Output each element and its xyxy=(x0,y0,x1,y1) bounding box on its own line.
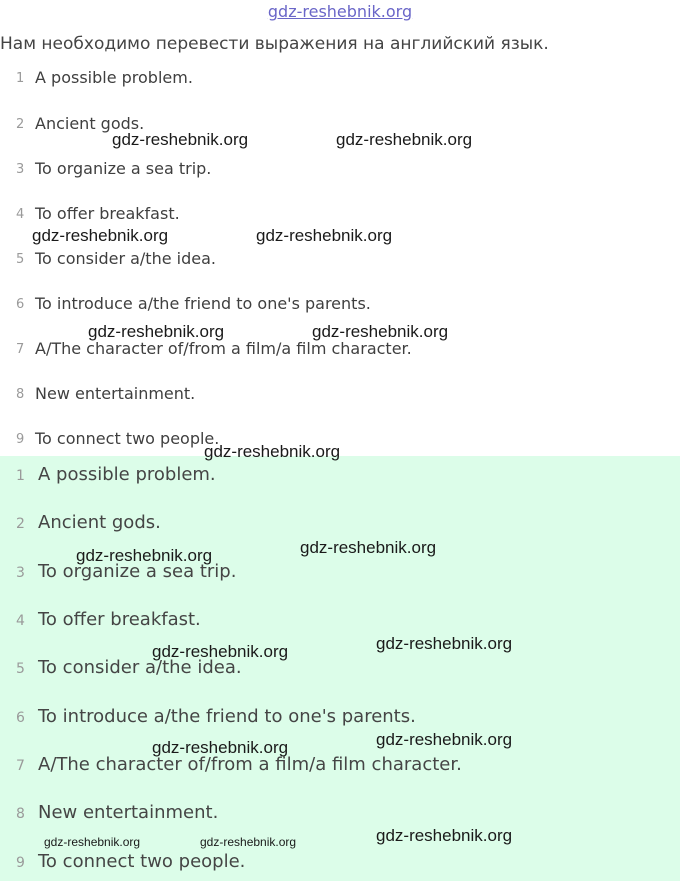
item-number: 7 xyxy=(16,342,25,357)
watermark: gdz-reshebnik.org xyxy=(204,442,341,461)
watermark: gdz-reshebnik.org xyxy=(112,130,249,149)
item-number: 9 xyxy=(16,855,25,871)
watermark: gdz-reshebnik.org xyxy=(88,322,225,341)
item-text: Ancient gods. xyxy=(35,114,145,133)
item-number: 9 xyxy=(16,432,25,447)
watermark: gdz-reshebnik.org xyxy=(32,226,169,245)
watermark: gdz-reshebnik.org xyxy=(152,738,289,757)
item-number: 3 xyxy=(16,565,25,581)
item-text: A/The character of/from a film/a film character. xyxy=(38,754,462,775)
item-text: A possible problem. xyxy=(35,68,193,87)
item-number: 5 xyxy=(16,661,25,677)
watermark: gdz-reshebnik.org xyxy=(336,130,473,149)
item-number: 4 xyxy=(16,207,25,222)
item-text: To offer breakfast. xyxy=(38,609,201,630)
item-text: To consider a/the idea. xyxy=(35,249,216,268)
watermark: gdz-reshebnik.org xyxy=(376,826,513,845)
item-number: 4 xyxy=(16,613,25,629)
item-text: Ancient gods. xyxy=(38,512,161,533)
item-number: 1 xyxy=(16,71,25,86)
watermark: gdz-reshebnik.org xyxy=(152,642,289,661)
watermark: gdz-reshebnik.org xyxy=(300,538,437,557)
item-number: 6 xyxy=(16,710,25,726)
item-text: To introduce a/the friend to one's parents. xyxy=(35,294,371,313)
item-text: To connect two people. xyxy=(38,851,246,872)
item-number: 5 xyxy=(16,252,25,267)
item-text: To organize a sea trip. xyxy=(38,561,237,582)
watermark: gdz-reshebnik.org xyxy=(76,546,213,565)
item-text: A possible problem. xyxy=(38,464,216,485)
item-text: A/The character of/from a film/a film character. xyxy=(35,339,412,358)
site-header-link[interactable]: gdz-reshebnik.org xyxy=(267,2,413,21)
watermark: gdz-reshebnik.org xyxy=(312,322,449,341)
watermark: gdz-reshebnik.org xyxy=(256,226,393,245)
item-number: 2 xyxy=(16,516,25,532)
item-number: 2 xyxy=(16,117,25,132)
item-number: 6 xyxy=(16,297,25,312)
item-number: 8 xyxy=(16,387,25,402)
item-text: To consider a/the idea. xyxy=(38,657,242,678)
answer-block xyxy=(0,456,680,881)
item-number: 3 xyxy=(16,162,25,177)
item-text: To introduce a/the friend to one's parents. xyxy=(38,706,416,727)
item-text: To organize a sea trip. xyxy=(35,159,212,178)
item-number: 8 xyxy=(16,806,25,822)
item-number: 1 xyxy=(16,468,25,484)
item-text: New entertainment. xyxy=(38,802,219,823)
watermark: gdz-reshebnik.org xyxy=(376,730,513,749)
task-instruction: Нам необходимо перевести выражения на английский язык. xyxy=(0,34,549,54)
item-text: To connect two people. xyxy=(35,429,220,448)
watermark: gdz-reshebnik.org xyxy=(44,835,141,849)
item-text: To offer breakfast. xyxy=(35,204,180,223)
watermark: gdz-reshebnik.org xyxy=(376,634,513,653)
watermark: gdz-reshebnik.org xyxy=(200,835,297,849)
item-text: New entertainment. xyxy=(35,384,196,403)
item-number: 7 xyxy=(16,758,25,774)
